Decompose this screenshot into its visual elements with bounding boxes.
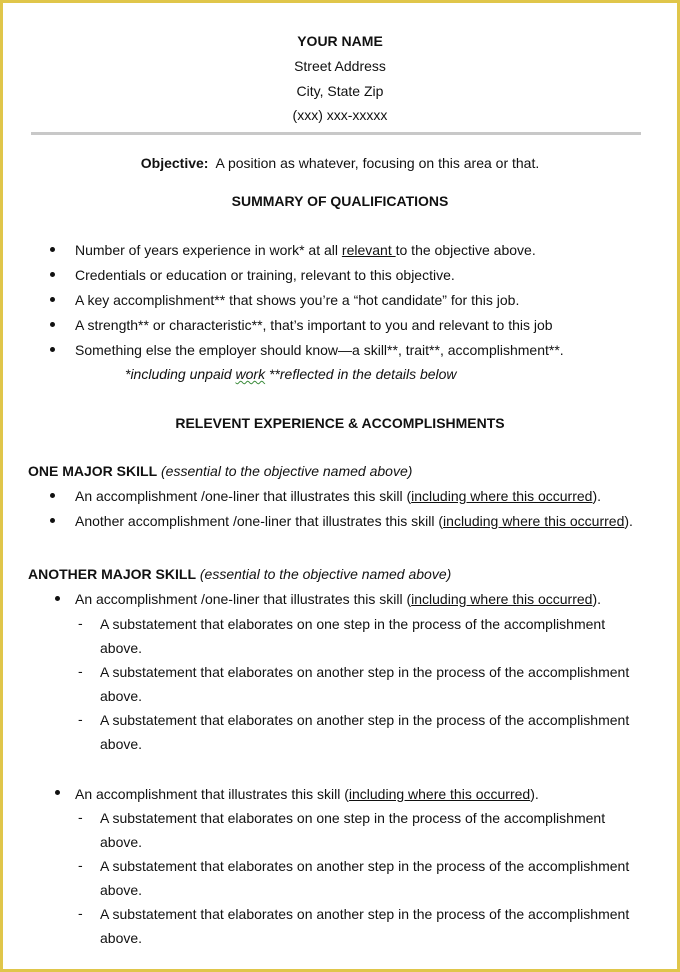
substatement-6-line-1: A substatement that elaborates on another step in the process of the accomplishment <box>100 906 630 922</box>
summary-item-3: A key accomplishment** that shows you’re a “hot candidate” for this job. <box>75 292 520 308</box>
bullet-icon <box>50 518 55 523</box>
skill-1-item-1-underlined: including where this occurred <box>411 488 593 504</box>
summary-item-2: Credentials or education or training, relevant to this objective. <box>75 267 455 283</box>
skill-1-title-line <box>28 463 412 479</box>
summary-item-1-text-b: to the objective above. <box>395 242 536 258</box>
substatement-2-line-2: above. <box>100 688 143 704</box>
bullet-icon <box>55 790 60 795</box>
summary-footnote <box>125 366 457 382</box>
substatement-4-line-2: above. <box>100 834 143 850</box>
skill-1-title: ONE MAJOR SKILL <box>28 463 158 479</box>
summary-item-1 <box>75 242 536 258</box>
substatement-3-line-1: A substatement that elaborates on another step in the process of the accomplishment <box>100 712 630 728</box>
header-divider <box>31 132 641 135</box>
bullet-icon <box>50 322 55 327</box>
objective-text: A position as whatever, focusing on this area or that. <box>215 155 540 171</box>
applicant-name: YOUR NAME <box>297 33 383 49</box>
skill-2-acc-1-text-a: An accomplishment /one-liner that illustrates this skill ( <box>75 591 412 607</box>
substatement-5-line-1: A substatement that elaborates on another step in the process of the accomplishment <box>100 858 630 874</box>
dash-marker: - <box>78 711 83 727</box>
footnote-spellcheck-word: work <box>235 366 266 382</box>
skill-2-acc-1-text-b: ). <box>592 591 602 607</box>
dash-marker: - <box>78 615 83 631</box>
substatement-1-line-2: above. <box>100 640 143 656</box>
bullet-icon <box>50 247 55 252</box>
bullet-icon <box>55 596 60 601</box>
footnote-text-b: **reflected in the details below <box>265 366 457 382</box>
summary-item-1-underlined: relevant <box>341 242 396 258</box>
bullet-icon <box>50 297 55 302</box>
skill-2-acc-2-text-b: ). <box>530 786 539 802</box>
street-address: Street Address <box>294 58 386 74</box>
phone-number: (xxx) xxx-xxxxx <box>292 107 388 123</box>
summary-item-1-text-a: Number of years experience in work* at all <box>75 242 342 258</box>
skill-1-item-2 <box>75 513 633 529</box>
skill-1-item-1-text-a: An accomplishment /one-liner that illustrates this skill ( <box>75 488 412 504</box>
substatement-3-line-2: above. <box>100 736 143 752</box>
substatement-6-line-2: above. <box>100 930 143 946</box>
dash-marker: - <box>78 663 83 679</box>
bullet-icon <box>50 493 55 498</box>
substatement-4-line-1: A substatement that elaborates on one step in the process of the accomplishment <box>100 810 606 826</box>
summary-item-5: Something else the employer should know—a skill**, trait**, accomplishment**. <box>75 342 564 358</box>
skill-2-accomplishment-1 <box>75 591 601 607</box>
skill-2-title: ANOTHER MAJOR SKILL <box>28 566 196 582</box>
skill-1-item-1 <box>75 488 601 504</box>
skill-1-item-1-text-b: ). <box>592 488 602 504</box>
skill-1-item-2-text-b: ). <box>624 513 633 529</box>
substatement-5-line-2: above. <box>100 882 143 898</box>
substatement-2-line-1: A substatement that elaborates on another step in the process of the accomplishment <box>100 664 630 680</box>
skill-1-item-2-underlined: including where this occurred <box>443 513 625 529</box>
skill-2-title-line <box>28 566 451 582</box>
dash-marker: - <box>78 857 83 873</box>
skill-1-item-2-text-a: Another accomplishment /one-liner that illustrates this skill ( <box>75 513 444 529</box>
skill-2-acc-2-underlined: including where this occurred <box>348 786 531 802</box>
bullet-icon <box>50 347 55 352</box>
dash-marker: - <box>78 809 83 825</box>
skill-2-acc-1-underlined: including where this occurred <box>411 591 593 607</box>
objective-label: Objective: <box>140 155 209 171</box>
skill-2-accomplishment-2 <box>75 786 539 802</box>
skill-2-subtitle: (essential to the objective named above) <box>199 566 452 582</box>
substatement-1-line-1: A substatement that elaborates on one step in the process of the accomplishment <box>100 616 606 632</box>
footnote-text-a: *including unpaid <box>125 366 236 382</box>
objective-line <box>3 155 677 171</box>
skill-1-subtitle: (essential to the objective named above) <box>161 463 413 479</box>
experience-heading: RELEVENT EXPERIENCE & ACCOMPLISHMENTS <box>175 415 505 431</box>
summary-item-4: A strength** or characteristic**, that’s important to you and relevant to this job <box>75 317 553 333</box>
dash-marker: - <box>78 905 83 921</box>
city-state-zip: City, State Zip <box>296 83 384 99</box>
bullet-icon <box>50 272 55 277</box>
summary-heading: SUMMARY OF QUALIFICATIONS <box>231 193 449 209</box>
skill-2-acc-2-text-a: An accomplishment that illustrates this skill ( <box>75 786 349 802</box>
